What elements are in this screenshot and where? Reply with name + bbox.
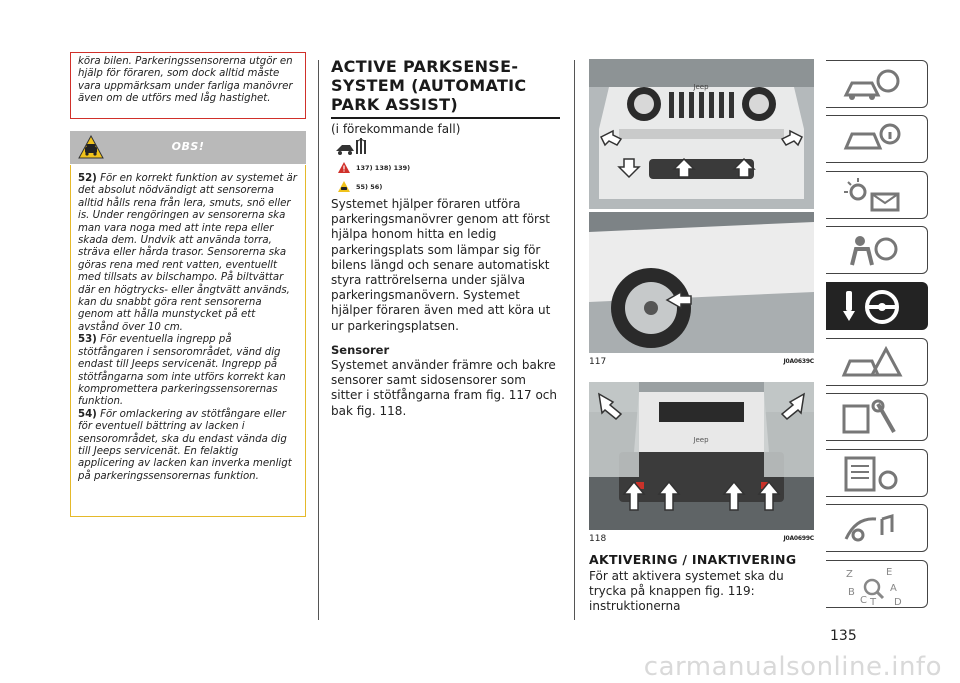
index-letter: T — [870, 597, 877, 608]
sensorer-heading: Sensorer — [331, 343, 390, 357]
column-divider — [318, 60, 319, 620]
figure-117-caption — [589, 357, 814, 367]
figure-117-side-view — [589, 212, 814, 353]
index-letters-icon — [838, 565, 908, 609]
chapter-tab-safety[interactable] — [826, 226, 928, 274]
chapter-tab-lights[interactable] — [826, 171, 928, 219]
column-divider — [574, 60, 575, 620]
caution-references — [338, 181, 382, 192]
note-number: 54) — [78, 408, 97, 420]
jeep-badge-rear: Jeep — [693, 436, 709, 444]
chapter-tab-driving[interactable] — [826, 282, 928, 330]
chapter-tab-dashboard[interactable] — [826, 60, 928, 108]
figure-number: 117 — [589, 357, 607, 367]
chapter-tab-multimedia[interactable] — [826, 504, 928, 552]
watermark: carmanualsonline.info — [643, 652, 942, 682]
index-letter: D — [894, 597, 902, 608]
caution-triangle-icon — [338, 181, 350, 192]
chapter-tab-emergency[interactable] — [826, 338, 928, 386]
availability-note: (i förekommande fall) — [331, 122, 461, 136]
note-52 — [78, 173, 298, 334]
obs-header — [70, 131, 306, 164]
page-number: 135 — [830, 628, 857, 644]
multimedia-icon — [838, 509, 908, 549]
intro-paragraph: Systemet hjälper föraren utföra parkeringsmanövrer genom att först hjälpa honom hitta en ledig parkeringsplats som lämpar sig för bilens längd och senare automatiskt styra rattrörelserna under själva parkeringsmanövern. Systemet hjälper föraren även med att köra ut ur parkeringsplatsen. — [331, 197, 551, 333]
note-54 — [78, 409, 298, 483]
heading-underline — [331, 117, 560, 119]
technical-data-icon — [838, 454, 908, 494]
safety-airbag-icon — [838, 231, 908, 271]
aktivering-heading: AKTIVERING / INAKTIVERING — [589, 552, 797, 567]
figure-code: J0A0639C — [783, 358, 814, 365]
figure-118-caption — [589, 534, 814, 544]
index-letter: E — [886, 567, 893, 578]
chapter-tab-car-info[interactable] — [826, 115, 928, 163]
index-letter: B — [848, 587, 855, 598]
warning-ref-list: 137) 138) 139) — [356, 163, 411, 172]
parking-sensor-icon — [334, 137, 370, 157]
aktivering-paragraph: För att aktivera systemet ska du trycka på knappen fig. 119: instruktionerna — [589, 569, 784, 614]
note-text: För eventuella ingrepp på stötfångaren i sensorområdet, vänd dig endast till Jeeps servicenät. Ingrepp på stötfångarna som inte utförs korrekt kan kompromettera parkeringssensorernas funktion. — [78, 334, 286, 408]
section-heading: ACTIVE PARKSENSE-SYSTEM (AUTOMATIC PARK ASSIST) — [331, 57, 527, 114]
figure-code: J0A0699C — [783, 535, 814, 542]
chapter-tab-index[interactable] — [826, 560, 928, 608]
lights-mail-icon — [838, 176, 908, 216]
jeep-badge-front: Jeep — [693, 83, 709, 91]
warning-text: köra bilen. Parkeringssensorerna utgör en hjälp för föraren, som dock alltid måste vara uppmärksam under farliga manövrer även om de utförs med låg hastighet. — [78, 56, 293, 105]
figure-117-front-view — [589, 59, 814, 209]
index-letter: A — [890, 583, 897, 594]
warning-box — [70, 52, 306, 119]
index-letter: C — [860, 595, 867, 606]
note-text: För omlackering av stötfångare eller för eventuell bättring av lacken i sensorområdet, ska du endast vända dig till Jeeps servicenät. En felaktig applicering av lacken kan inverka menligt på parkeringssensorernas funktion. — [78, 408, 292, 482]
caution-ref-list: 55) 56) — [356, 182, 383, 191]
emergency-car-icon — [838, 343, 908, 383]
figure-118-rear-view — [589, 382, 814, 530]
note-number: 53) — [78, 334, 97, 346]
car-info-icon — [838, 120, 908, 160]
note-53 — [78, 334, 298, 408]
steering-key-icon — [838, 287, 908, 327]
sensorer-paragraph: Systemet använder främre och bakre sensorer samt sidosensorer som sitter i stötfångarna fram fig. 117 och bak fig. 118. — [331, 358, 558, 418]
figure-number: 118 — [589, 534, 607, 544]
warning-triangle-icon — [338, 162, 350, 173]
chapter-tab-technical-data[interactable] — [826, 449, 928, 497]
warning-references — [338, 162, 410, 173]
dashboard-car-icon — [838, 65, 908, 105]
obs-title: OBS! — [171, 140, 205, 153]
maintenance-tools-icon — [838, 398, 908, 438]
note-number: 52) — [78, 173, 97, 184]
chapter-tab-maintenance[interactable] — [826, 393, 928, 441]
note-text: För en korrekt funktion av systemet är det absolut nödvändigt att sensorerna alltid hålls rena från lera, smuts, snö eller is. Under rengöringen av sensorerna ska man vara noga med att inte repa eller skada dem. Undvik att använda torra, sträva eller hårda trasor. Sensorerna ska göras rena med rent vatten, eventuellt med tillsats av bilschampo. På biltvättar där en högtrycks- eller ångtvätt används, kan du snabbt göra rent sensorerna genom att hålla munstycket på ett avstånd över 10 cm. — [78, 173, 297, 333]
notes-box — [70, 165, 306, 517]
index-letter: Z — [846, 569, 853, 580]
